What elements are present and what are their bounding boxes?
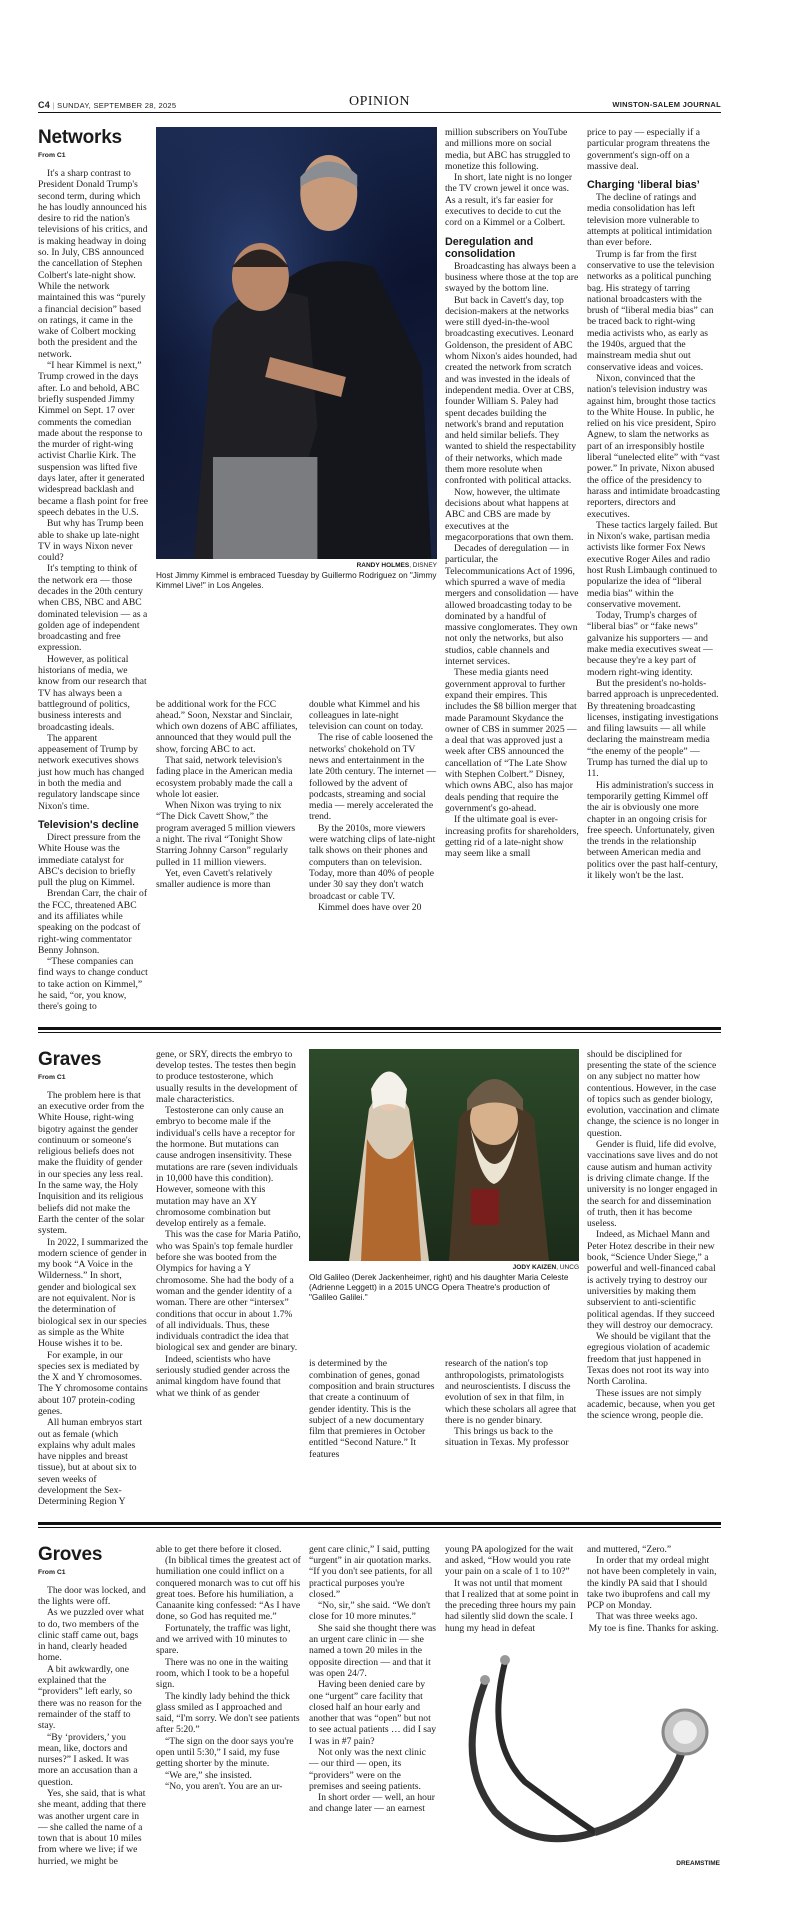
- paragraph: Gender is fluid, life did evolve, vaccinations save lives and do not cause autism and human activity is driving climate change. If the university is no longer engaged in the search for and dissemination of truth, then it has become useless.: [587, 1139, 718, 1230]
- paragraph: Fortunately, the traffic was light, and we arrived with 10 minutes to spare.: [156, 1622, 291, 1657]
- graves-photo-block: [309, 1049, 579, 1303]
- groves-photo-block: [445, 1642, 720, 1867]
- networks-column-1: [38, 168, 148, 1013]
- paragraph: able to get there before it closed.: [156, 1543, 282, 1555]
- graves-column-4: [445, 1358, 579, 1448]
- paragraph: Not only was the next clinic — our third — open, its “providers” were on the premises and seeing patients.: [309, 1747, 426, 1792]
- section-label: OPINION: [348, 94, 411, 109]
- section-title-groves: Groves: [38, 1543, 103, 1565]
- paragraph: is determined by the combination of genes, gonad composition and brain structures that create a continuum of gender identity. This is the subject of a new documentary film that premieres in October entitled “Second Nature.” It features: [309, 1358, 435, 1460]
- paragraph: The rise of cable loosened the networks' chokehold on TV news and entertainment in the late 20th century. The internet — followed by the advent of podcasts, streaming and social media — merely accelerated the trend.: [309, 732, 437, 823]
- paragraph: That was three weeks ago.: [596, 1611, 698, 1623]
- networks-photo-block: [156, 127, 437, 591]
- networks-column-3: [309, 699, 437, 914]
- paragraph: If the ultimate goal is ever-increasing profits for shareholders, getting rid of a late-night show may seem like a small: [445, 814, 579, 860]
- graves-column-2: [156, 1049, 301, 1399]
- photo-credit-org: , UNCG: [556, 1263, 579, 1271]
- paragraph: Broadcasting has always been a business where those at the top are swayed by the bottom line.: [445, 260, 579, 295]
- graves-lead: [38, 1049, 148, 1508]
- paragraph: gent care clinic,” I said, putting “urgent” in air quotation marks. “If you don't see patients, for all practical purposes you're closed.”: [309, 1543, 433, 1600]
- photo-credit-name: RANDY HOLMES: [356, 562, 410, 569]
- paragraph: By the 2010s, more viewers were watching clips of late-night talk shows on their phones and computers than on television. Today, more than 40% of people under 30 say they don't watch broadcast or cable TV.: [309, 822, 436, 902]
- groves-section: [38, 1544, 721, 1867]
- paragraph: “I hear Kimmel is next,” Trump crowed in the days after. Lo and behold, ABC briefly suspended Jimmy Kimmel on Sept. 17 over comments the comedian made about the response to the murder of right-wing activist Charlie Kirk. The suspension was lifted five days later, after it generated widespread backlash and became a flash point for free speech debates in the U.S.: [38, 360, 149, 518]
- paragraph: should be disciplined for presenting the state of the science on any subject no matter how contentious. However, in the case of topics such as gender biology, evolution, vaccination and climate change, the science is no longer in question.: [587, 1048, 720, 1139]
- paragraph: million subscribers on YouTube and millions more on social media, but ABC has struggled to monetize this following.: [445, 127, 571, 172]
- paragraph: The kindly lady behind the thick glass smiled as I approached and said, “I'm sorry. We don't see patients after 5:20.”: [156, 1690, 300, 1736]
- graves-column-1: [38, 1090, 148, 1508]
- paragraph: Nixon, convinced that the nation's television industry was against him, brought those tactics to the White House. In public, he relied on his vice president, Spiro Agnew, to slam the networks as part of an irresponsibly hostile liberal “unelected elite” with “vast power.” In private, Nixon abused the office of the presidency to harass and intimidate broadcasting reporters, directors and executives.: [587, 372, 720, 520]
- paragraph: price to pay — especially if a particular program threatens the government's sign-off on a massive deal.: [587, 127, 710, 172]
- paragraph: double what Kimmel and his colleagues in late-night television can count on today.: [309, 698, 424, 733]
- kimmel-photo: [156, 127, 437, 559]
- section-title-graves: Graves: [38, 1048, 102, 1070]
- paragraph: This brings us back to the situation in Texas. My professor: [445, 1426, 569, 1449]
- networks-column-2: [156, 699, 301, 891]
- paper-name: WINSTON-SALEM JOURNAL: [612, 100, 721, 109]
- page-folio: C4 | SUNDAY, SEPTEMBER 28, 2025: [38, 100, 177, 110]
- graves-section: [38, 1049, 721, 1508]
- paragraph: His administration's success in temporarily getting Kimmel off the air is obviously one more chapter in an ongoing crisis for free speech. Unfortunately, given the trends in the relationship between American media and politics over the past half-century, it likely won't be the last.: [587, 779, 718, 881]
- signoff: My toe is fine. Thanks for asking.: [588, 1622, 719, 1634]
- paragraph: But back in Cavett's day, top decision-makers at the networks were still dyed-in-the-wool broadcasting executives. Leonard Goldenson, the president of ABC whom Nixon's aides hounded, had created the network from scratch and was invested in the ideals of independent media. Over at CBS, founder William S. Paley had spent decades building the network's brand and reputation and held similar beliefs. They wanted to shield the respectability of their networks, which made them more resolute when confronted with political attacks.: [445, 294, 578, 487]
- paragraph: But the president's no-holds-barred approach is unprecedented. By threatening broadcasting licenses, instigating investigations and filing lawsuits — all while declaring the mainstream media “the enemy of the people” — Trump has turned the dial up to 11.: [587, 677, 719, 780]
- paragraph: It was not until that moment that I realized that at some point in the preceding three hours my pain had silently slid down the scale. I hung my head in defeat: [445, 1577, 579, 1634]
- paragraph: In short, late night is no longer the TV crown jewel it once was. As a result, it's far easier for executives to decide to cut the cord on a Kimmel or a Colbert.: [445, 172, 573, 229]
- paragraph: and muttered, “Zero.”: [587, 1543, 672, 1555]
- paragraph: The decline of ratings and media consolidation has left television more vulnerable to attempts at political intimidation than ever before.: [587, 192, 712, 249]
- page-number: C4: [38, 100, 51, 110]
- paragraph: This was the case for Maria Patiño, who was Spain's top female hurdler before she was booted from the Olympics for having a Y chromosome. She had the body of a woman and the gender identity of a woman. There are other “intersex” conditions that occur in about 1.7% of all individuals. Thus, these individuals contradict the idea that biological sex and gender are binary.: [156, 1229, 301, 1354]
- paragraph: “These companies can find ways to change conduct to take action on Kimmel,” he said, “or, you know, there's going to: [38, 956, 148, 1013]
- paragraph: That said, network television's fading place in the American media ecosystem probably made the call a whole lot easier.: [156, 755, 293, 800]
- jump-from: From C1: [38, 1073, 66, 1081]
- groves-column-5: [587, 1544, 720, 1634]
- paragraph: When Nixon was trying to nix “The Dick Cavett Show,” the program averaged 5 million viewers a night. The rival “Tonight Show Starring Johnny Carson” regularly pulled in 11 million viewers.: [156, 800, 296, 868]
- subhead: Charging ‘liberal bias’: [587, 179, 700, 192]
- networks-lead: [38, 127, 148, 1013]
- paragraph: These media giants need government approval to further expand their empires. This includes the $8 billion merger that made Paramount Skydance the owner of CBS in summer 2025 — a deal that was approved just a week after CBS announced the cancellation of “The Late Show with Stephen Colbert.” Disney, which owns ABC, also has major deals pending that require the government's go-ahead.: [445, 667, 577, 814]
- paragraph: For example, in our species sex is mediated by the X and Y chromosomes. The Y chromosome contains about 107 protein-coding genes.: [38, 1349, 148, 1417]
- paragraph: Indeed, scientists who have seriously studied gender across the animal kingdom have found that what we think of as gender: [156, 1353, 290, 1399]
- paragraph: Today, Trump's charges of “liberal bias” or “fake news” galvanize his supporters — and make media executives sweat — because they're a key part of modern right-wing identity.: [587, 610, 713, 678]
- paragraph: Brendan Carr, the chair of the FCC, threatened ABC and its affiliates while speaking on the podcast of right-wing commentator Benny Johnson.: [38, 888, 148, 956]
- paragraph: We should be vigilant that the egregious violation of academic freedom that just happened in Texas does not root its way into North Carolina.: [587, 1331, 711, 1388]
- paragraph: In short order — well, an hour and change later — an earnest: [309, 1792, 435, 1815]
- paragraph: young PA apologized for the wait and asked, “How would you rate your pain on a scale of 1 to 10?”: [445, 1543, 574, 1578]
- groves-column-4: [445, 1544, 579, 1634]
- photo-credit-org: , DISNEY: [409, 562, 437, 569]
- photo-credit: [309, 1264, 579, 1271]
- paragraph: gene, or SRY, directs the embryo to develop testes. The testes then begin to produce testosterone, which usually results in the development of male characteristics.: [156, 1048, 298, 1105]
- graves-column-5: [587, 1049, 720, 1422]
- jump-from: From C1: [38, 1568, 66, 1576]
- networks-section: [38, 127, 721, 1013]
- paragraph: Yet, even Cavett's relatively smaller audience is more than: [156, 867, 273, 891]
- stethoscope-photo: [445, 1642, 720, 1857]
- paragraph: be additional work for the FCC ahead.” Soon, Nexstar and Sinclair, which own dozens of ABC affiliates, announced that they would pull the show, forcing ABC to act.: [156, 698, 298, 755]
- paragraph: Now, however, the ultimate decisions about what happens at ABC and CBS are made by executives at the megacorporations that own them.: [445, 486, 574, 543]
- paragraph: “We are,” she insisted.: [165, 1769, 252, 1781]
- photo-caption: Old Galileo (Derek Jackenheimer, right) and his daughter Maria Celeste (Adrienne Leggett) in a 2015 UNCG Opera Theatre's production of "Galileo Galilei.": [309, 1272, 569, 1302]
- section-divider: [38, 1027, 721, 1033]
- paragraph: These tactics largely failed. But in Nixon's wake, partisan media activists like former Fox News executive Roger Ailes and radio host Rush Limbaugh continued to popularize the idea of “liberal media bias” within the conservative movement.: [587, 519, 718, 610]
- galileo-photo: [309, 1049, 579, 1261]
- paragraph: “By ‘providers,’ you mean, like, doctors and nurses?” I asked. It was more an accusation than a question.: [38, 1731, 138, 1788]
- paragraph: As we puzzled over what to do, two members of the clinic staff came out, bags in hand, clearly headed home.: [38, 1607, 144, 1664]
- paragraph: A bit awkwardly, one explained that the “providers” left early, so there was no reason for the remainder of the staff to stay.: [38, 1663, 142, 1732]
- photo-caption: Host Jimmy Kimmel is embraced Tuesday by Guillermo Rodriguez on "Jimmy Kimmel Live!" in Los Angeles.: [156, 571, 437, 590]
- paragraph: Direct pressure from the White House was the immediate catalyst for ABC's decision to briefly pull the plug on Kimmel.: [38, 831, 141, 889]
- networks-column-5: [587, 127, 720, 881]
- paragraph: These issues are not simply academic, because, when you get the science wrong, people die.: [587, 1387, 715, 1422]
- networks-column-4: [445, 127, 579, 859]
- paragraph: In order that my ordeal might not have been completely in vain, the kindly PA said that I should take two ibuprofens and call my PCP on Monday.: [587, 1554, 717, 1612]
- paragraph: The apparent appeasement of Trump by network executives shows just how much has changed in both the media and regulatory landscape since Nixon's time.: [38, 732, 145, 812]
- groves-column-3: [309, 1544, 437, 1815]
- groves-column-2: [156, 1544, 301, 1793]
- paragraph: However, as political historians of media, we know from our research that TV has always been a battleground of politics, business interests and broadcasting ideals.: [38, 653, 147, 733]
- paragraph: research of the nation's top anthropologists, primatologists and neuroscientists. I discuss the evolution of sex in that film, in which these scholars all agree that there is no gender binary.: [445, 1358, 577, 1426]
- stethoscope-icon: [445, 1642, 715, 1857]
- paragraph: But why has Trump been able to shake up late-night TV in ways Nixon never could?: [38, 518, 144, 564]
- paragraph: “The sign on the door says you're open until 5:30,” I said, my fuse getting shorter by the minute.: [156, 1735, 294, 1770]
- paragraph: “No, sir,” she said. “We don't close for 10 more minutes.”: [309, 1600, 431, 1623]
- embrace-illustration: [156, 127, 437, 559]
- photo-credit: DREAMSTIME: [676, 1860, 720, 1868]
- subhead: Television's decline: [38, 818, 139, 831]
- groves-lead: [38, 1544, 148, 1867]
- paragraph: (In biblical times the greatest act of humiliation one could inflict on a conquered monarch was to cut off his great toes. Before his humiliation, a Canaanite king confessed: “As I have done, so God has requited me.”: [156, 1554, 301, 1623]
- paragraph: Indeed, as Michael Mann and Peter Hotez describe in their new book, “Science Under Siege,” a powerful and well-financed cabal is actively trying to destroy our universities by making them subservient to anti-scientific political agendas. If they succeed they will destroy our democracy.: [587, 1229, 716, 1331]
- groves-column-1: [38, 1585, 148, 1867]
- photo-credit-name: JODY KAIZEN: [512, 1263, 557, 1271]
- paragraph: Testosterone can only cause an embryo to become male if the individual's cells have a receptor for the hormone. But mutations can cause androgen insensitivity. These mutations are rare (seven individuals in 10,000 have this condition). However, someone with this mutation may have an XY chromosome combination but develop entirely as a female.: [156, 1105, 298, 1230]
- paragraph: There was no one in the waiting room, which I took to be a hopeful sign.: [156, 1656, 290, 1691]
- paragraph: The problem here is that an executive order from the White House, right-wing bigotry against the gender continuum or someone's religious beliefs does not make the fluidity of gender in our species any less real. In the same way, the Holy Inquisition and its religious beliefs did not make the Earth the center of the solar system.: [38, 1089, 145, 1237]
- graves-column-3: [309, 1358, 437, 1460]
- masthead: [38, 94, 721, 113]
- paragraph: It's tempting to think of the network era — those decades in the 20th century when CBS, NBC and ABC dominated television — as a golden age of independent broadcasting and free expression.: [38, 563, 148, 654]
- paragraph: Decades of deregulation — in particular, the Telecommunications Act of 1996, which spurred a wave of media mergers and consolidation — have allowed broadcasting today to be dominated by a handful of massive conglomerates. They own not only the networks, but also studios, cable channels and internet services.: [445, 543, 579, 668]
- paragraph: Trump is far from the first conservative to use the television networks as a political punching bag. His strategy of tarring national broadcasters with the brush of “liberal media bias” can be traced back to right-wing media activists who, as early as the 1940s, argued that the mainstream media shut out conservative ideas and voices.: [587, 248, 715, 373]
- paragraph: In 2022, I summarized the modern science of gender in my book “A Voice in the Wilderness.” In short, gender and biological sex are not equivalent. Nor is the determination of biological sex in our species as simple as the White House wishes it to be.: [38, 1236, 148, 1350]
- page-date: SUNDAY, SEPTEMBER 28, 2025: [57, 101, 177, 110]
- section-divider: [38, 1522, 721, 1528]
- opera-illustration: [309, 1049, 579, 1261]
- subhead: Deregulation and consolidation: [445, 235, 534, 260]
- paragraph: The door was locked, and the lights were off.: [38, 1584, 146, 1607]
- paragraph: Yes, she said, that is what she meant, adding that there was another urgent care in — she called the name of a town that is about 10 miles from where we live; if we hurried, we might be: [38, 1788, 146, 1867]
- paragraph: Having been denied care by one “urgent” care facility that closed half an hour early and another that was “open” but not to see actual patients … did I say I was in #7 pain?: [309, 1679, 437, 1747]
- jump-from: From C1: [38, 152, 66, 159]
- paragraph: “No, you aren't. You are an ur-: [165, 1780, 283, 1792]
- paragraph: She said she thought there was an urgent care clinic in — she named a town 20 miles in the opposite direction — and that it was open 24/7.: [309, 1622, 437, 1679]
- section-title-networks: Networks: [38, 127, 122, 148]
- photo-credit: [156, 562, 437, 569]
- paragraph: It's a sharp contrast to President Donald Trump's second term, during which he has loudly announced his desire to rid the nation's televisions of his critics, and is making headway in doing so. In July, CBS announced the cancellation of Stephen Colbert's late-night show. While the network maintained this was “purely a financial decision” based on ratings, it came in the wake of Colbert mocking both the president and the network.: [38, 168, 148, 360]
- paragraph: Kimmel does have over 20: [318, 901, 422, 913]
- paragraph: All human embryos start out as female (which explains why adult males have nipples and breast tissue), but at about six to seven weeks of development the Sex-Determining Region Y: [38, 1417, 143, 1508]
